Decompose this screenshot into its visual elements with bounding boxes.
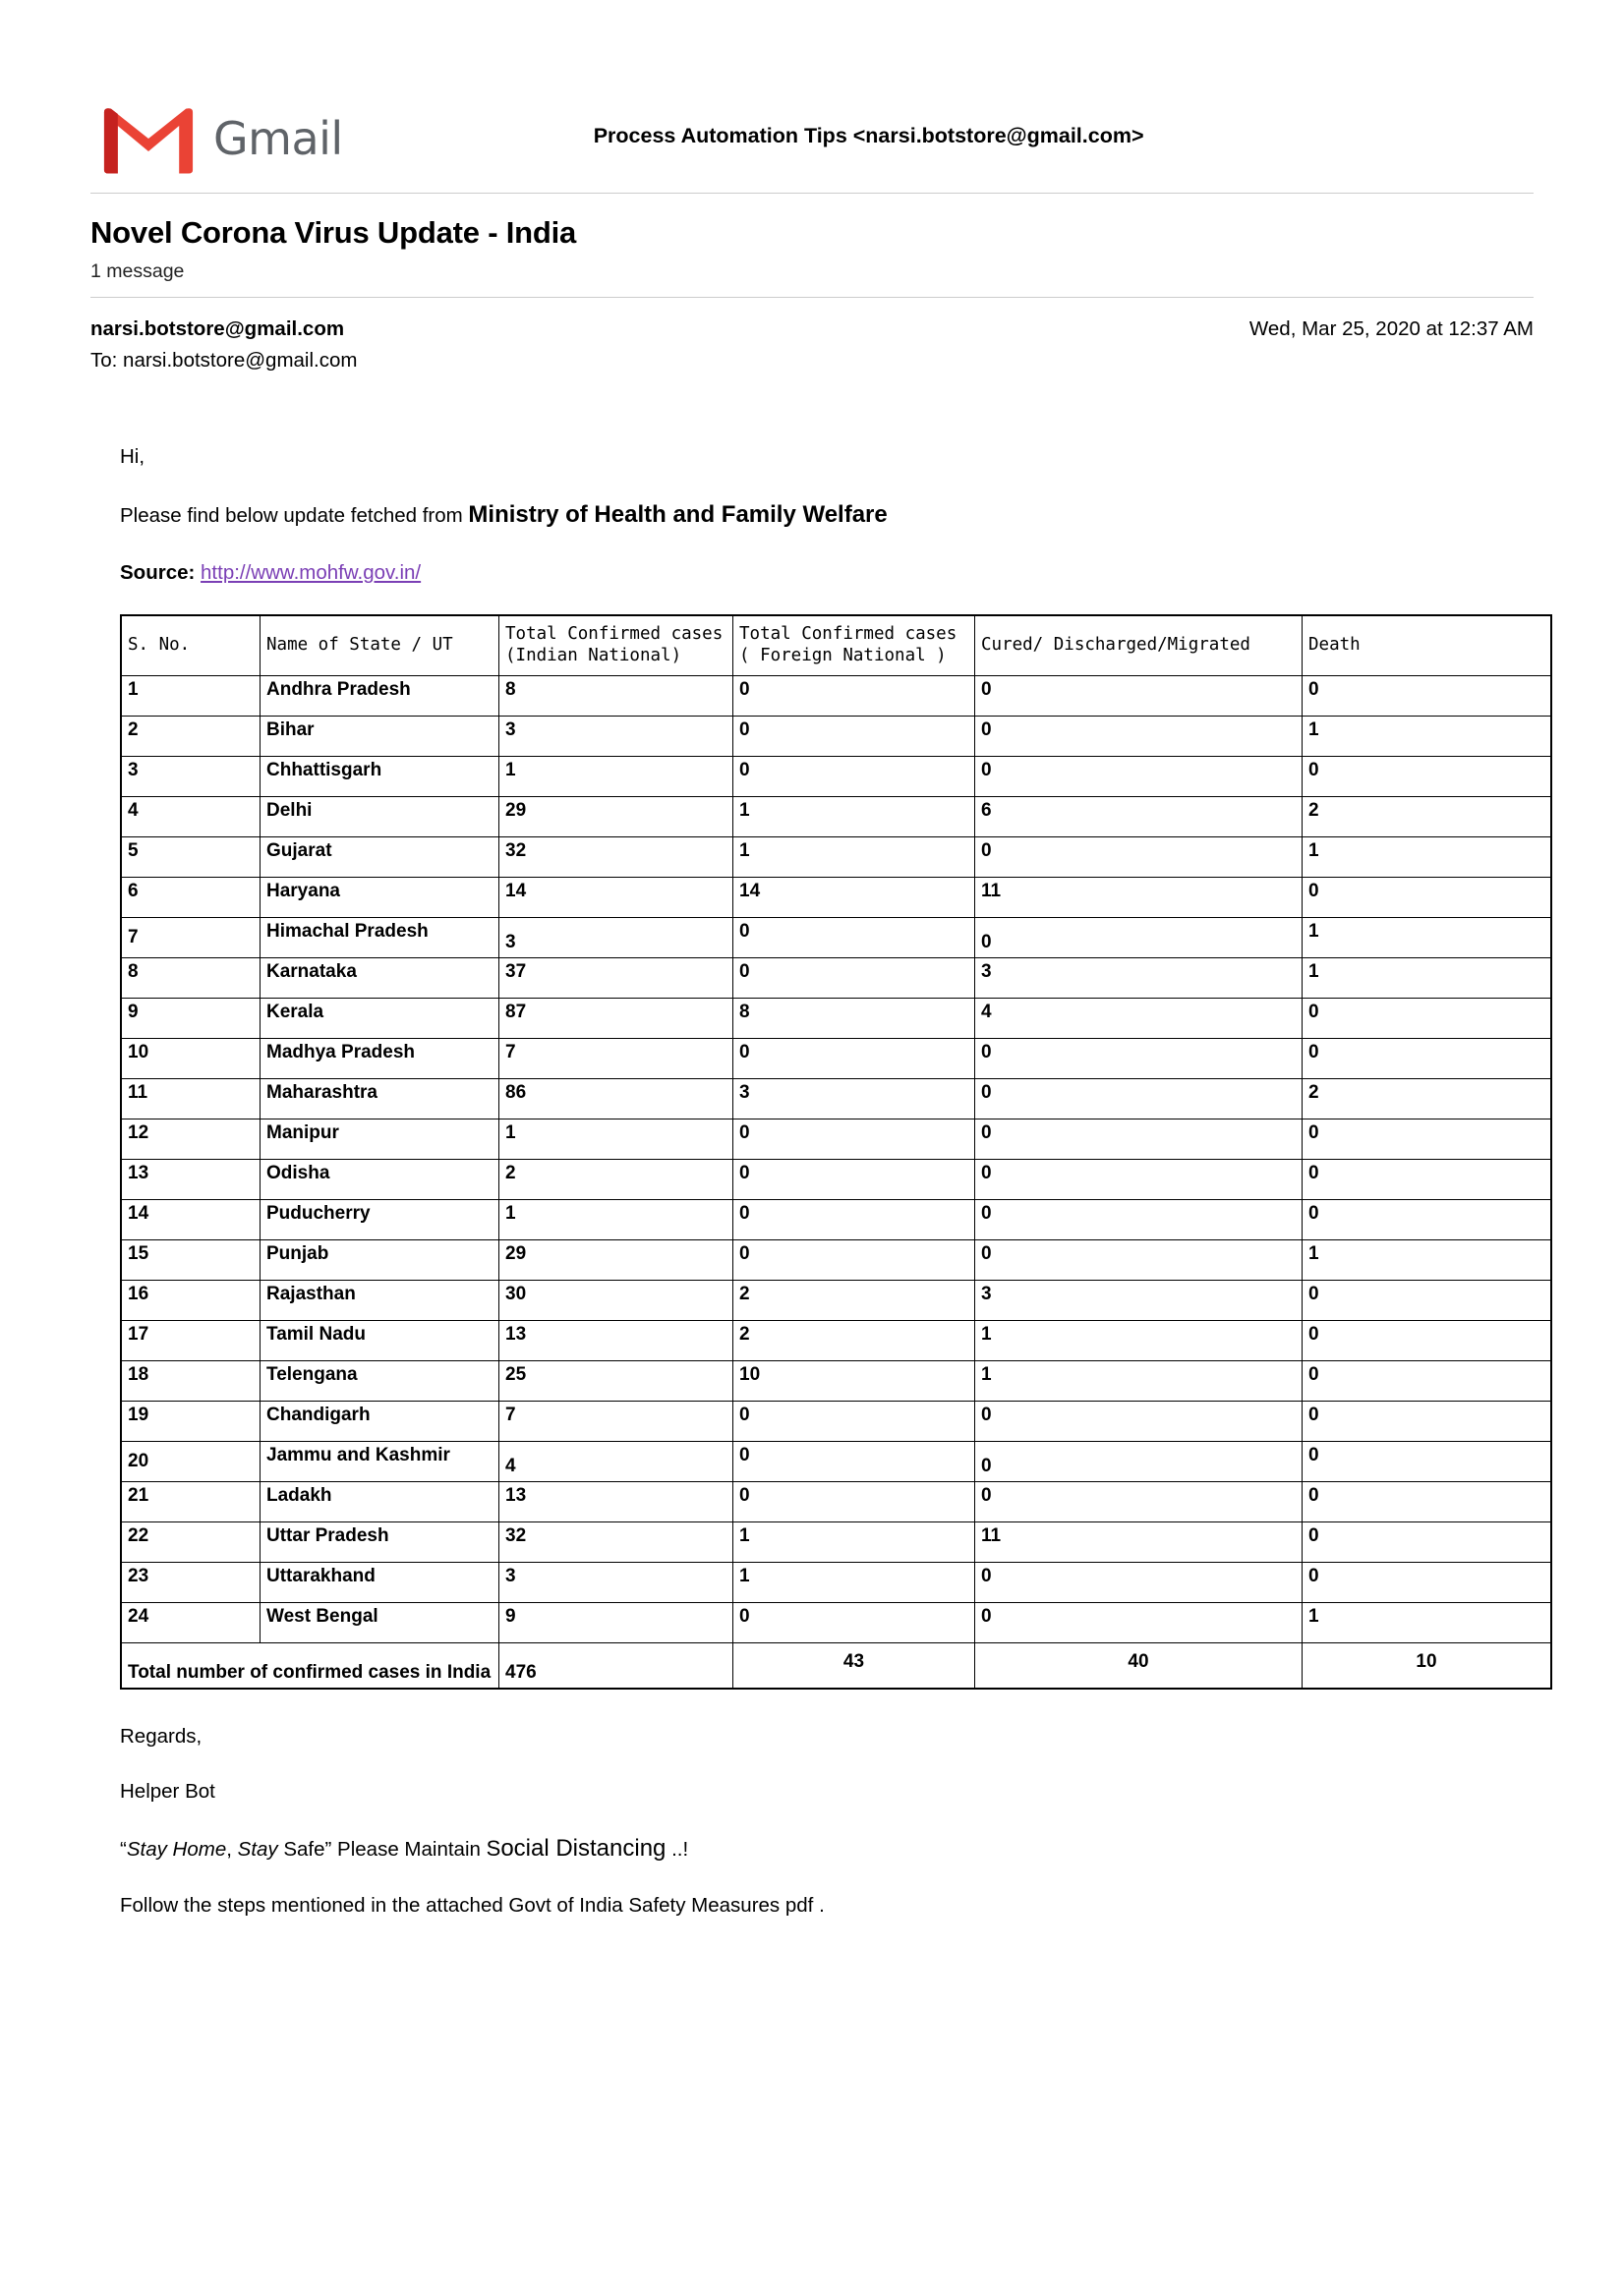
cell-death: 2 (1303, 796, 1552, 836)
total-indian: 476 (499, 1642, 733, 1689)
cell-sno: 23 (121, 1562, 261, 1602)
col-header-cured: Cured/ Discharged/Migrated (975, 615, 1303, 675)
table-row (121, 1441, 1551, 1481)
recipient-address: To: narsi.botstore@gmail.com (90, 349, 358, 372)
cell-state: Bihar (261, 716, 499, 756)
cell-indian: 7 (499, 1401, 733, 1441)
slogan-safe: Safe” (283, 1837, 332, 1861)
cell-cured: 0 (975, 716, 1303, 756)
cell-state: Ladakh (261, 1481, 499, 1521)
cell-death: 0 (1303, 1562, 1552, 1602)
source-line (120, 561, 1534, 585)
regards-text: Regards, (120, 1724, 203, 1748)
cell-state: Delhi (261, 796, 499, 836)
table-row (121, 1320, 1551, 1360)
cell-sno: 13 (121, 1159, 261, 1199)
cell-death: 1 (1303, 836, 1552, 877)
cell-cured: 0 (975, 1078, 1303, 1119)
cell-sno: 9 (121, 998, 261, 1038)
cell-sno: 12 (121, 1119, 261, 1159)
table-row (121, 836, 1551, 877)
cell-indian: 3 (499, 1562, 733, 1602)
cell-foreign: 0 (733, 1481, 975, 1521)
cell-indian: 3 (499, 716, 733, 756)
col-header-death: Death (1303, 615, 1552, 675)
cell-death: 0 (1303, 1199, 1552, 1239)
gmail-logo (95, 100, 343, 177)
cell-cured: 0 (975, 1401, 1303, 1441)
cell-sno: 14 (121, 1199, 261, 1239)
table-row (121, 998, 1551, 1038)
cell-cured: 0 (975, 675, 1303, 716)
table-row (121, 716, 1551, 756)
cell-state: Chhattisgarh (261, 756, 499, 796)
cell-indian: 13 (499, 1320, 733, 1360)
col-header-foreign: Total Confirmed cases ( Foreign National ) (733, 615, 975, 675)
covid-table-wrap (120, 614, 1534, 1690)
message-count: 1 message (90, 260, 185, 282)
cell-cured: 0 (975, 1119, 1303, 1159)
cell-foreign: 10 (733, 1360, 975, 1401)
sender-address: narsi.botstore@gmail.com (90, 317, 345, 340)
attachment-note: Follow the steps mentioned in the attached Govt of India Safety Measures pdf . (120, 1893, 825, 1917)
cell-indian: 87 (499, 998, 733, 1038)
cell-cured: 0 (975, 1159, 1303, 1199)
cell-foreign: 14 (733, 877, 975, 917)
message-body (90, 445, 1534, 1690)
header-divider (90, 193, 1534, 194)
account-address: Process Automation Tips <narsi.botstore@gmail.com> (593, 124, 1144, 147)
cell-state: West Bengal (261, 1602, 499, 1642)
cell-foreign: 0 (733, 1441, 975, 1481)
cell-death: 0 (1303, 998, 1552, 1038)
cell-cured: 0 (975, 917, 1303, 957)
cell-cured: 4 (975, 998, 1303, 1038)
cell-indian: 30 (499, 1280, 733, 1320)
cell-cured: 0 (975, 756, 1303, 796)
table-row (121, 1119, 1551, 1159)
cell-sno: 10 (121, 1038, 261, 1078)
cell-foreign: 0 (733, 917, 975, 957)
cell-death: 1 (1303, 716, 1552, 756)
col-header-sno: S. No. (121, 615, 261, 675)
cell-foreign: 0 (733, 675, 975, 716)
cell-death: 0 (1303, 1280, 1552, 1320)
total-foreign: 43 (733, 1642, 975, 1689)
cell-foreign: 2 (733, 1320, 975, 1360)
cell-death: 1 (1303, 1239, 1552, 1280)
cell-sno: 16 (121, 1280, 261, 1320)
cell-indian: 1 (499, 756, 733, 796)
cell-indian: 2 (499, 1159, 733, 1199)
cell-sno: 19 (121, 1401, 261, 1441)
cell-state: Manipur (261, 1119, 499, 1159)
intro-prefix: Please find below update fetched from (120, 504, 469, 527)
table-row (121, 1401, 1551, 1441)
cell-sno: 2 (121, 716, 261, 756)
cell-sno: 18 (121, 1360, 261, 1401)
cell-sno: 24 (121, 1602, 261, 1642)
cell-state: Jammu and Kashmir (261, 1441, 499, 1481)
cell-state: Uttarakhand (261, 1562, 499, 1602)
cell-cured: 0 (975, 1199, 1303, 1239)
slogan-stay-home: Stay Home (126, 1837, 227, 1861)
table-row (121, 957, 1551, 998)
cell-cured: 1 (975, 1360, 1303, 1401)
table-header-row (121, 615, 1551, 675)
greeting-text: Hi, (120, 445, 145, 468)
subject-divider (90, 297, 1534, 298)
cell-state: Rajasthan (261, 1280, 499, 1320)
cell-state: Telengana (261, 1360, 499, 1401)
total-death: 10 (1303, 1642, 1552, 1689)
cell-sno: 8 (121, 957, 261, 998)
cell-foreign: 0 (733, 756, 975, 796)
cell-foreign: 1 (733, 836, 975, 877)
cell-cured: 11 (975, 877, 1303, 917)
cell-indian: 25 (499, 1360, 733, 1401)
table-row (121, 675, 1551, 716)
cell-cured: 0 (975, 1481, 1303, 1521)
table-total-row (121, 1642, 1551, 1689)
cell-indian: 9 (499, 1602, 733, 1642)
cell-cured: 0 (975, 1441, 1303, 1481)
cell-indian: 4 (499, 1441, 733, 1481)
cell-death: 0 (1303, 756, 1552, 796)
cell-sno: 11 (121, 1078, 261, 1119)
table-row (121, 1521, 1551, 1562)
cell-death: 0 (1303, 1320, 1552, 1360)
cell-sno: 20 (121, 1441, 261, 1481)
cell-foreign: 0 (733, 957, 975, 998)
page-title: Novel Corona Virus Update - India (90, 215, 577, 250)
table-row (121, 1078, 1551, 1119)
slogan-open-quote: “ (120, 1837, 127, 1861)
table-row (121, 1199, 1551, 1239)
cell-death: 0 (1303, 877, 1552, 917)
table-head (121, 615, 1551, 675)
cell-death: 2 (1303, 1078, 1552, 1119)
table-row (121, 917, 1551, 957)
cell-state: Andhra Pradesh (261, 675, 499, 716)
cell-sno: 7 (121, 917, 261, 957)
cell-state: Chandigarh (261, 1401, 499, 1441)
cell-indian: 32 (499, 836, 733, 877)
cell-sno: 5 (121, 836, 261, 877)
slogan-separator: , (226, 1837, 238, 1861)
cell-state: Uttar Pradesh (261, 1521, 499, 1562)
slogan-s: S (486, 1835, 501, 1861)
cell-sno: 4 (121, 796, 261, 836)
cell-state: Himachal Pradesh (261, 917, 499, 957)
cell-foreign: 1 (733, 1521, 975, 1562)
cell-state: Kerala (261, 998, 499, 1038)
cell-foreign: 0 (733, 1199, 975, 1239)
cell-foreign: 0 (733, 1239, 975, 1280)
cell-death: 0 (1303, 1360, 1552, 1401)
cell-indian: 7 (499, 1038, 733, 1078)
intro-text (120, 501, 1534, 529)
cell-death: 0 (1303, 1401, 1552, 1441)
slogan-social-distancing: ocial Distancing (500, 1834, 667, 1862)
cell-sno: 1 (121, 675, 261, 716)
slogan-text (120, 1835, 1534, 1863)
table-row (121, 1280, 1551, 1320)
cell-foreign: 0 (733, 1159, 975, 1199)
cell-death: 0 (1303, 1441, 1552, 1481)
cell-foreign: 0 (733, 1119, 975, 1159)
cell-cured: 0 (975, 1038, 1303, 1078)
cell-indian: 37 (499, 957, 733, 998)
cell-death: 0 (1303, 1481, 1552, 1521)
cell-indian: 8 (499, 675, 733, 716)
cell-sno: 3 (121, 756, 261, 796)
cell-sno: 6 (121, 877, 261, 917)
cell-indian: 86 (499, 1078, 733, 1119)
cell-indian: 29 (499, 1239, 733, 1280)
table-body (121, 675, 1551, 1689)
cell-cured: 1 (975, 1320, 1303, 1360)
cell-state: Punjab (261, 1239, 499, 1280)
table-row (121, 1038, 1551, 1078)
slogan-middle: Please Maintain (331, 1837, 487, 1861)
cell-cured: 0 (975, 1602, 1303, 1642)
cell-death: 1 (1303, 917, 1552, 957)
cell-foreign: 0 (733, 1401, 975, 1441)
cell-indian: 1 (499, 1119, 733, 1159)
cell-foreign: 1 (733, 796, 975, 836)
cell-death: 0 (1303, 1521, 1552, 1562)
cell-indian: 3 (499, 917, 733, 957)
cell-indian: 1 (499, 1199, 733, 1239)
cell-indian: 13 (499, 1481, 733, 1521)
ministry-name: Ministry of Health and Family Welfare (468, 501, 888, 528)
cell-sno: 21 (121, 1481, 261, 1521)
cell-sno: 22 (121, 1521, 261, 1562)
table-row (121, 1481, 1551, 1521)
cell-death: 0 (1303, 1119, 1552, 1159)
gmail-envelope-icon (95, 100, 202, 177)
signature-text: Helper Bot (120, 1779, 215, 1803)
table-row (121, 756, 1551, 796)
cell-state: Odisha (261, 1159, 499, 1199)
cell-foreign: 0 (733, 716, 975, 756)
source-label: Source: (120, 561, 196, 584)
cell-indian: 32 (499, 1521, 733, 1562)
table-row (121, 1159, 1551, 1199)
cell-indian: 14 (499, 877, 733, 917)
cell-death: 0 (1303, 1038, 1552, 1078)
cell-cured: 0 (975, 1239, 1303, 1280)
cell-cured: 0 (975, 836, 1303, 877)
table-row (121, 1562, 1551, 1602)
col-header-indian: Total Confirmed cases (Indian National) (499, 615, 733, 675)
table-row (121, 1239, 1551, 1280)
total-label: Total number of confirmed cases in India (121, 1642, 499, 1689)
col-header-state: Name of State / UT (261, 615, 499, 675)
cell-foreign: 0 (733, 1038, 975, 1078)
cell-death: 0 (1303, 1159, 1552, 1199)
cell-foreign: 1 (733, 1562, 975, 1602)
table-row (121, 877, 1551, 917)
gmail-wordmark: Gmail (213, 112, 343, 165)
message-date: Wed, Mar 25, 2020 at 12:37 AM (1248, 317, 1534, 340)
cell-cured: 0 (975, 1562, 1303, 1602)
cell-state: Maharashtra (261, 1078, 499, 1119)
cell-foreign: 3 (733, 1078, 975, 1119)
cell-sno: 17 (121, 1320, 261, 1360)
table-row (121, 1360, 1551, 1401)
cell-state: Puducherry (261, 1199, 499, 1239)
cell-state: Karnataka (261, 957, 499, 998)
cell-foreign: 8 (733, 998, 975, 1038)
total-cured: 40 (975, 1642, 1303, 1689)
cell-death: 1 (1303, 957, 1552, 998)
cell-cured: 3 (975, 1280, 1303, 1320)
cell-indian: 29 (499, 796, 733, 836)
cell-state: Haryana (261, 877, 499, 917)
table-row (121, 1602, 1551, 1642)
cell-state: Madhya Pradesh (261, 1038, 499, 1078)
cell-death: 1 (1303, 1602, 1552, 1642)
slogan-stay: Stay (237, 1837, 284, 1861)
cell-foreign: 0 (733, 1602, 975, 1642)
cell-foreign: 2 (733, 1280, 975, 1320)
cell-cured: 3 (975, 957, 1303, 998)
covid-stats-table (120, 614, 1552, 1690)
table-row (121, 796, 1551, 836)
cell-state: Tamil Nadu (261, 1320, 499, 1360)
message-footer (90, 1725, 1534, 1918)
cell-cured: 6 (975, 796, 1303, 836)
slogan-end: ..! (666, 1837, 689, 1861)
message-meta (90, 317, 1534, 341)
page-header (90, 94, 1534, 179)
cell-death: 0 (1303, 675, 1552, 716)
cell-sno: 15 (121, 1239, 261, 1280)
cell-state: Gujarat (261, 836, 499, 877)
source-link[interactable]: http://www.mohfw.gov.in/ (201, 561, 422, 584)
cell-cured: 11 (975, 1521, 1303, 1562)
